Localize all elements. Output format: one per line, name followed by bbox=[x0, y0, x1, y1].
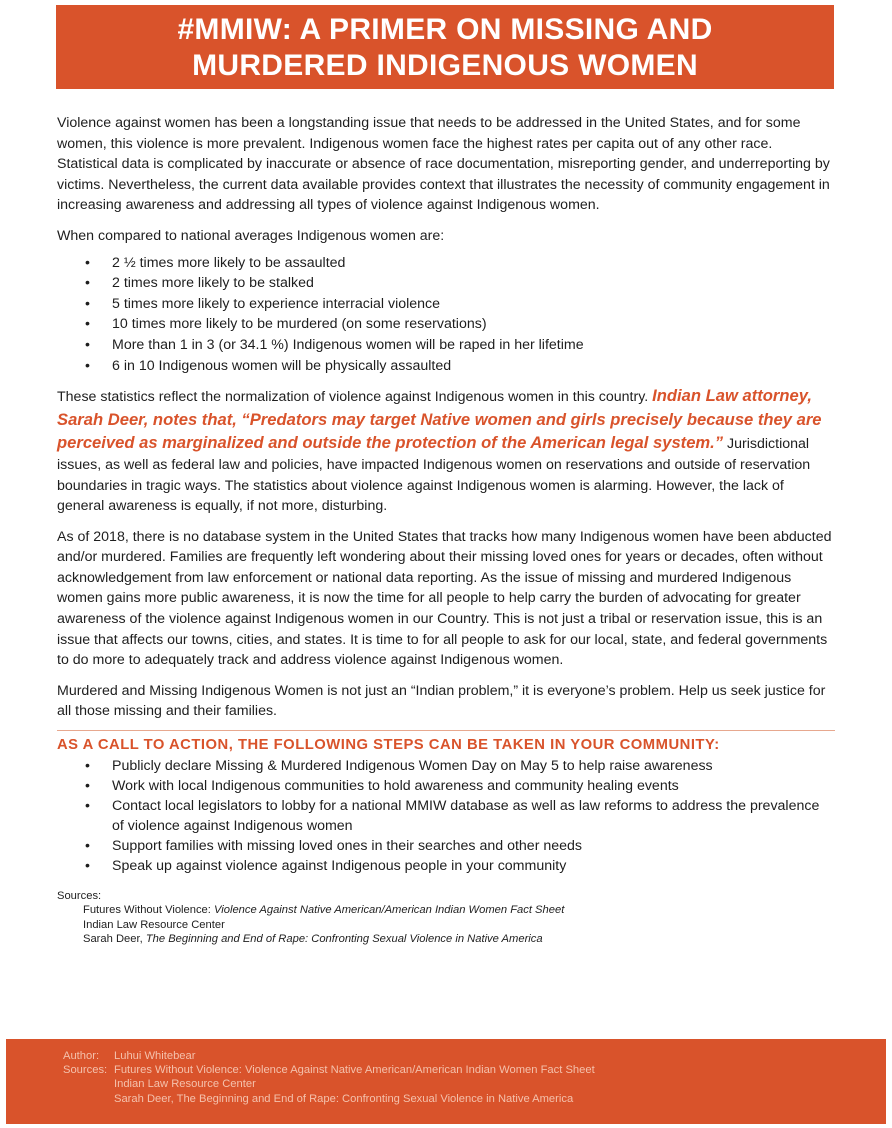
source-item: Indian Law Resource Center bbox=[83, 918, 225, 931]
footer-sources-list bbox=[114, 1063, 886, 1106]
source-item bbox=[57, 903, 835, 917]
database-paragraph: As of 2018, there is no database system in the United States that tracks how many Indigenous women have been abducted and/or murdered. Families are frequently left wondering about their missing loved ones for years or decades, often without acknowledgement from law enforcement or national data reporting. As the issue of missing and murdered Indigenous women gains more public awareness, it is now the time for all people to help carry the burden of advocating for greater awareness of the violence against Indigenous women in our Country. This is not just a tribal or reservation issue, this is an issue that affects our towns, cities, and states. It is time to for all people to ask for our local, state, and federal governments to do more to adequately track and address violence against Indigenous women. bbox=[57, 528, 832, 669]
sarah-deer-quote: Indian Law attorney, Sarah Deer, notes that, “Predators may target Native women and girls precisely because they are perceived as marginalized and outside the protection of the American legal system.” bbox=[57, 386, 822, 453]
source-title: The Beginning and End of Rape: Confronting Sexual Violence in Native America bbox=[145, 933, 543, 946]
source-title: Violence Against Native American/American Indian Women Fact Sheet bbox=[214, 904, 565, 917]
everyones-problem-paragraph: Murdered and Missing Indigenous Women is not just an “Indian problem,” it is everyone’s problem. Help us seek justice for all those missing and their families. bbox=[57, 682, 826, 720]
footer-author-row bbox=[63, 1049, 886, 1063]
stat-item: • 6 in 10 Indigenous women will be physically assaulted bbox=[57, 356, 835, 377]
stats-list bbox=[57, 253, 835, 377]
page-title-line-2: MURDERED INDIGENOUS WOMEN bbox=[192, 49, 698, 82]
stats-lead: When compared to national averages Indigenous women are: bbox=[57, 227, 445, 244]
footer-source-item: Indian Law Resource Center bbox=[114, 1078, 256, 1091]
footer-sources-label: Sources: bbox=[63, 1064, 108, 1077]
sources-block bbox=[57, 889, 835, 947]
call-to-action-heading: AS A CALL TO ACTION, THE FOLLOWING STEPS CAN BE TAKEN IN YOUR COMMUNITY: bbox=[57, 737, 720, 754]
normalization-text: These statistics reflect the normalization of violence against Indigenous women in this country. bbox=[57, 389, 653, 406]
source-author: Sarah Deer, bbox=[83, 933, 146, 946]
title-banner bbox=[56, 5, 834, 89]
action-step: • Publicly declare Missing & Murdered Indigenous Women Day on May 5 to help raise awareness bbox=[57, 756, 835, 776]
action-step: • Support families with missing loved ones in their searches and other needs bbox=[57, 836, 835, 856]
footer-source-item: Futures Without Violence: Violence Against Native American/American Indian Women Fact Sheet bbox=[114, 1064, 595, 1077]
source-publisher: Futures Without Violence: bbox=[83, 904, 214, 917]
action-step: • Contact local legislators to lobby for a national MMIW database as well as law reforms to address the prevalence of violence against Indigenous women bbox=[57, 796, 835, 836]
footer-author-label: Author: bbox=[63, 1050, 100, 1062]
source-item bbox=[57, 932, 835, 946]
footer-author-name: Luhui Whitebear bbox=[114, 1050, 196, 1062]
stat-item: • 10 times more likely to be murdered (on some reservations) bbox=[57, 314, 835, 335]
normalization-paragraph bbox=[57, 384, 835, 517]
stat-item: • More than 1 in 3 (or 34.1 %) Indigenous women will be raped in her lifetime bbox=[57, 335, 835, 356]
stat-item: • 2 ½ times more likely to be assaulted bbox=[57, 253, 835, 274]
article-body bbox=[57, 113, 835, 947]
action-step: • Speak up against violence against Indigenous people in your community bbox=[57, 856, 835, 876]
footer-sources-row bbox=[63, 1063, 886, 1106]
page-title-line-1: #MMIW: A PRIMER ON MISSING AND bbox=[177, 13, 713, 46]
footer-bar bbox=[6, 1039, 886, 1124]
jurisdiction-text: Jurisdictional issues, as well as federal law and policies, have impacted Indigenous women on reservations and outside of reservation boundaries in tragic ways. The statistics about violence against Indigenous women is alarming. However, the lack of general awareness is equally, if not more, disturbing. bbox=[57, 436, 811, 515]
footer-source-item: Sarah Deer, The Beginning and End of Rape: Confronting Sexual Violence in Native America bbox=[114, 1092, 574, 1105]
intro-paragraph: Violence against women has been a longstanding issue that needs to be addressed in the United States, and for some women, this violence is more prevalent. Indigenous women face the highest rates per capita out of any other race. Statistical data is complicated by inaccurate or absence of race documentation, misreporting gender, and underreporting by victims. Nevertheless, the current data available provides context that illustrates the necessity of community engagement in increasing awareness and addressing all types of violence against Indigenous women. bbox=[57, 115, 830, 214]
section-divider bbox=[57, 730, 835, 731]
action-step: • Work with local Indigenous communities to hold awareness and community healing events bbox=[57, 776, 835, 796]
stat-item: • 2 times more likely to be stalked bbox=[57, 273, 835, 294]
sources-label: Sources: bbox=[57, 890, 102, 903]
stat-item: • 5 times more likely to experience interracial violence bbox=[57, 294, 835, 315]
action-steps-list bbox=[57, 756, 835, 876]
